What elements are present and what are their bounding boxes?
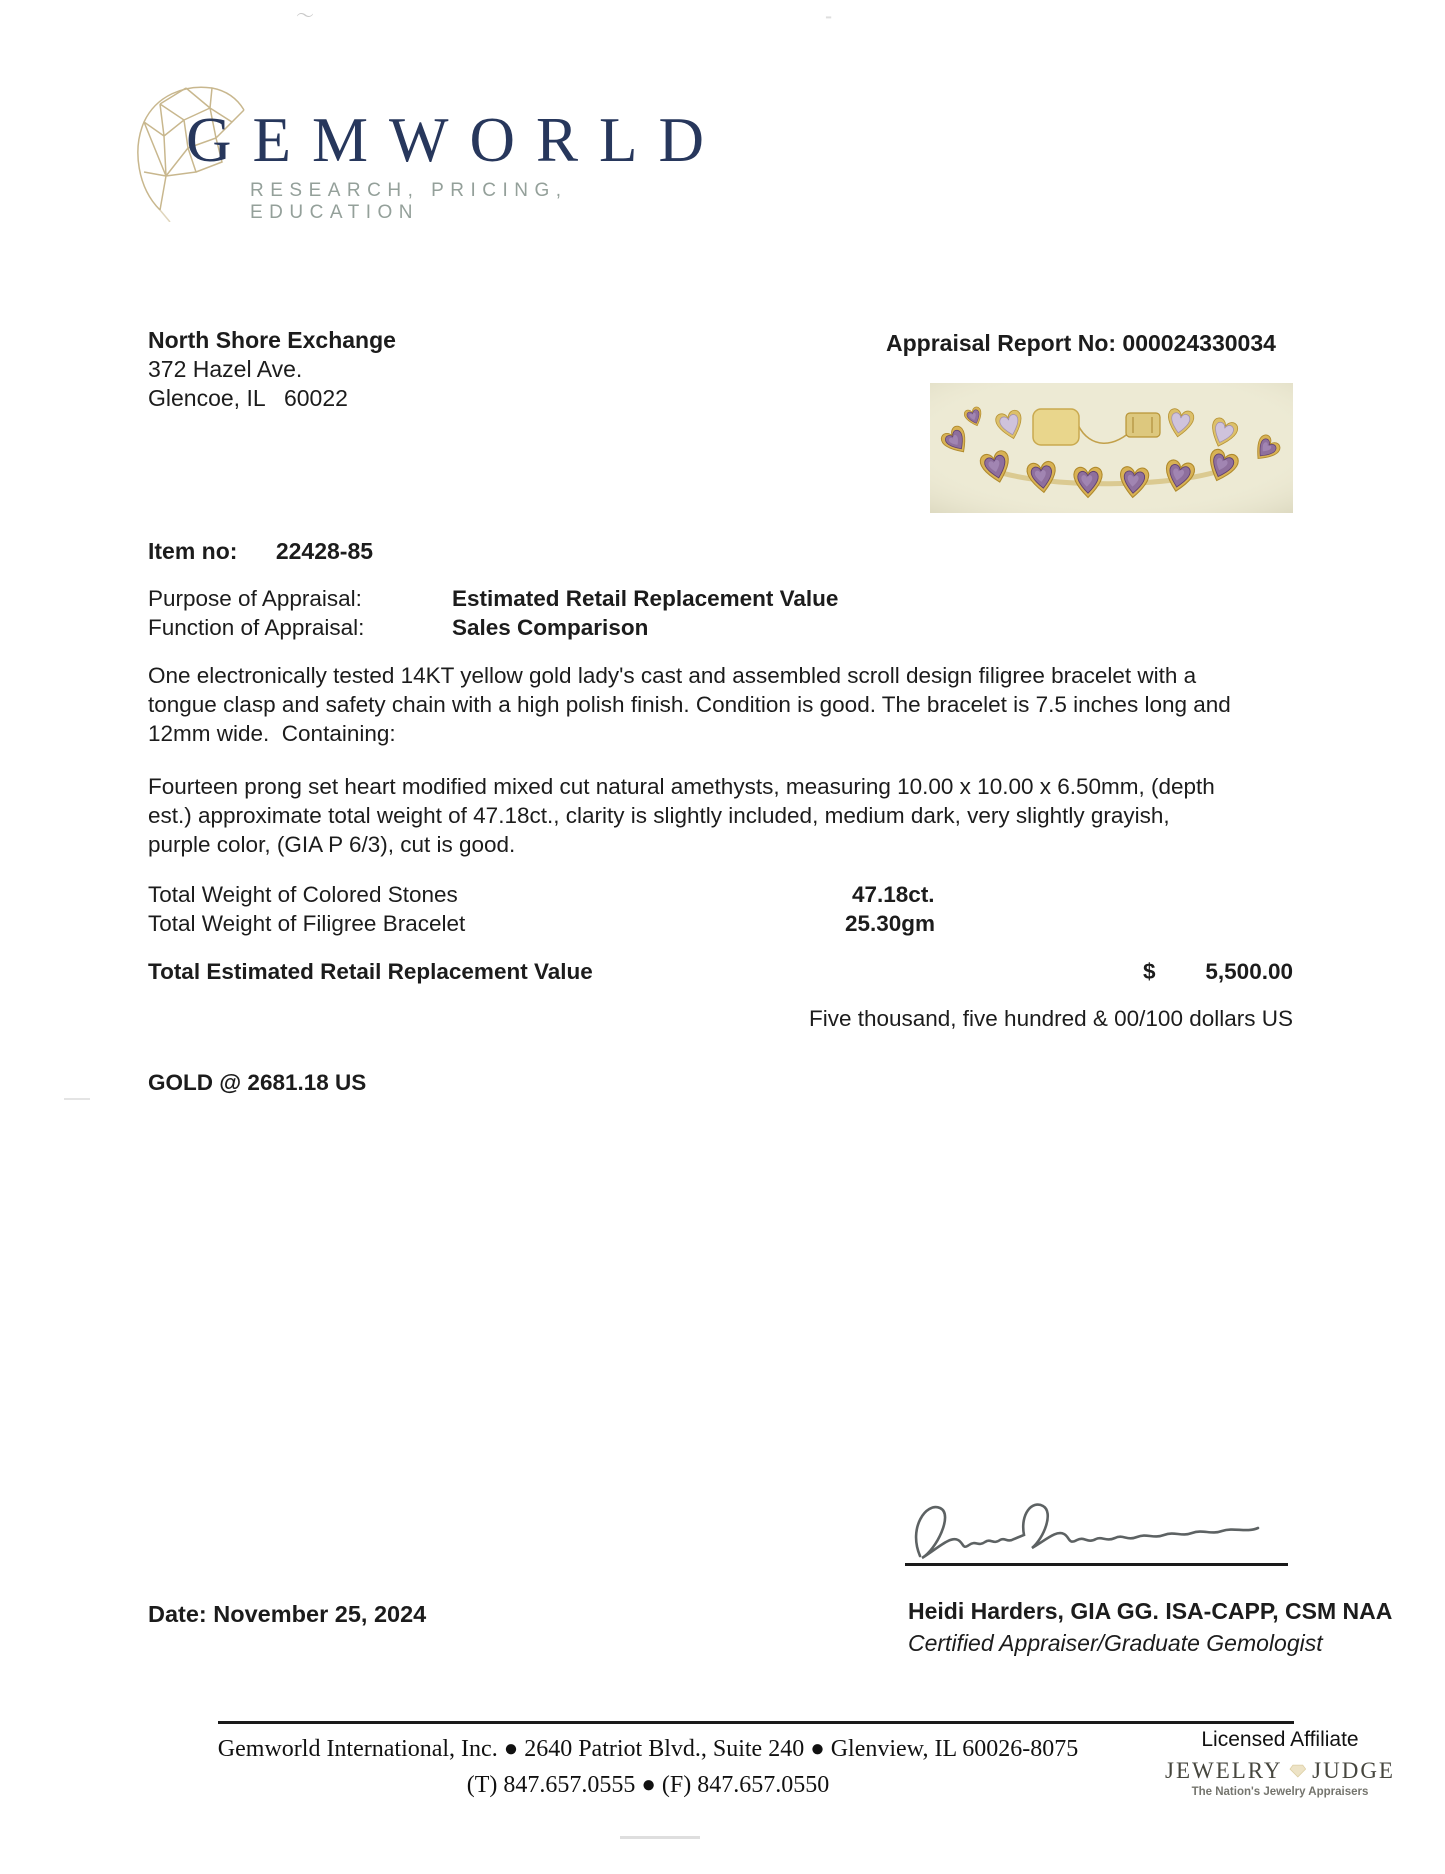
amount-in-words: Five thousand, five hundred & 00/100 dollars US <box>808 1006 1293 1031</box>
jewelry-judge-logo <box>1165 1758 1395 1784</box>
client-address-block <box>148 326 396 413</box>
appraiser-name: Heidi Harders, GIA GG. ISA-CAPP, CSM NAA <box>908 1598 1393 1624</box>
bracelet-weight-value: 25.30gm <box>845 911 936 936</box>
total-value-label: Total Estimated Retail Replacement Value <box>148 959 593 984</box>
description-paragraph-1: One electronically tested 14KT yellow gold lady's cast and assembled scroll design filigree bracelet with a tongue clasp and safety chain with a high polish finish. Condition is good. The bracelet is 7.5 inches long and 12mm wide. Containing: <box>148 663 1238 746</box>
total-value-amount: 5,500.00 <box>1205 959 1293 984</box>
scan-artifact <box>64 1098 90 1100</box>
logo-wordmark: GEMWORLD <box>186 105 725 175</box>
footer-company-line: Gemworld International, Inc. ● 2640 Patriot Blvd., Suite 240 ● Glenview, IL 60026-8075 <box>217 1736 1079 1762</box>
client-address-line2: Glencoe, IL 60022 <box>148 385 348 411</box>
function-of-appraisal-label: Function of Appraisal: <box>148 615 365 640</box>
logo-tagline: RESEARCH, PRICING, EDUCATION <box>250 180 568 223</box>
colored-stones-weight-label: Total Weight of Colored Stones <box>148 882 458 907</box>
jewelry-judge-word-right: JUDGE <box>1312 1758 1395 1783</box>
scan-artifact: ⁃ <box>824 8 833 28</box>
appraiser-signature <box>898 1494 1298 1566</box>
description-paragraph-2: Fourteen prong set heart modified mixed cut natural amethysts, measuring 10.00 x 10.00 x 6.50mm, (depth est.) approximate total weight of 47.18ct., clarity is slightly included, medium dark, very slightly grayish, purple color, (GIA P 6/3), cut is good. <box>148 774 1222 857</box>
item-number-row <box>148 538 373 565</box>
jewelry-judge-word-left: JEWELRY <box>1165 1758 1283 1783</box>
colored-stones-weight-value: 47.18ct. <box>852 882 935 907</box>
gemworld-logo <box>126 76 725 226</box>
licensed-affiliate-label: Licensed Affiliate <box>1201 1728 1359 1751</box>
scan-artifact <box>620 1836 700 1839</box>
client-name: North Shore Exchange <box>148 327 396 353</box>
footer-divider <box>218 1721 1294 1724</box>
footer-phone-line: (T) 847.657.0555 ● (F) 847.657.0550 <box>466 1772 830 1798</box>
function-of-appraisal-value: Sales Comparison <box>452 615 649 640</box>
appraisal-report-number: Appraisal Report No: 000024330034 <box>886 330 1276 356</box>
currency-symbol: $ <box>1143 959 1156 984</box>
purpose-of-appraisal-label: Purpose of Appraisal: <box>148 586 362 611</box>
bracelet-photo <box>930 383 1293 513</box>
item-number-value: 22428-85 <box>275 538 374 564</box>
client-address-line1: 372 Hazel Ave. <box>148 356 303 382</box>
small-gem-icon <box>1289 1764 1307 1778</box>
scan-artifact: 〜 <box>296 6 314 26</box>
signature-line <box>905 1563 1288 1566</box>
purpose-of-appraisal-value: Estimated Retail Replacement Value <box>452 586 839 611</box>
date-line: Date: November 25, 2024 <box>148 1601 427 1627</box>
jewelry-judge-tagline: The Nation's Jewelry Appraisers <box>1191 1786 1369 1798</box>
gold-price-note: GOLD @ 2681.18 US <box>148 1070 367 1095</box>
bracelet-weight-label: Total Weight of Filigree Bracelet <box>148 911 466 936</box>
item-number-label: Item no: <box>148 538 238 564</box>
licensed-affiliate-block <box>1165 1728 1395 1798</box>
appraiser-title: Certified Appraiser/Graduate Gemologist <box>908 1630 1323 1656</box>
